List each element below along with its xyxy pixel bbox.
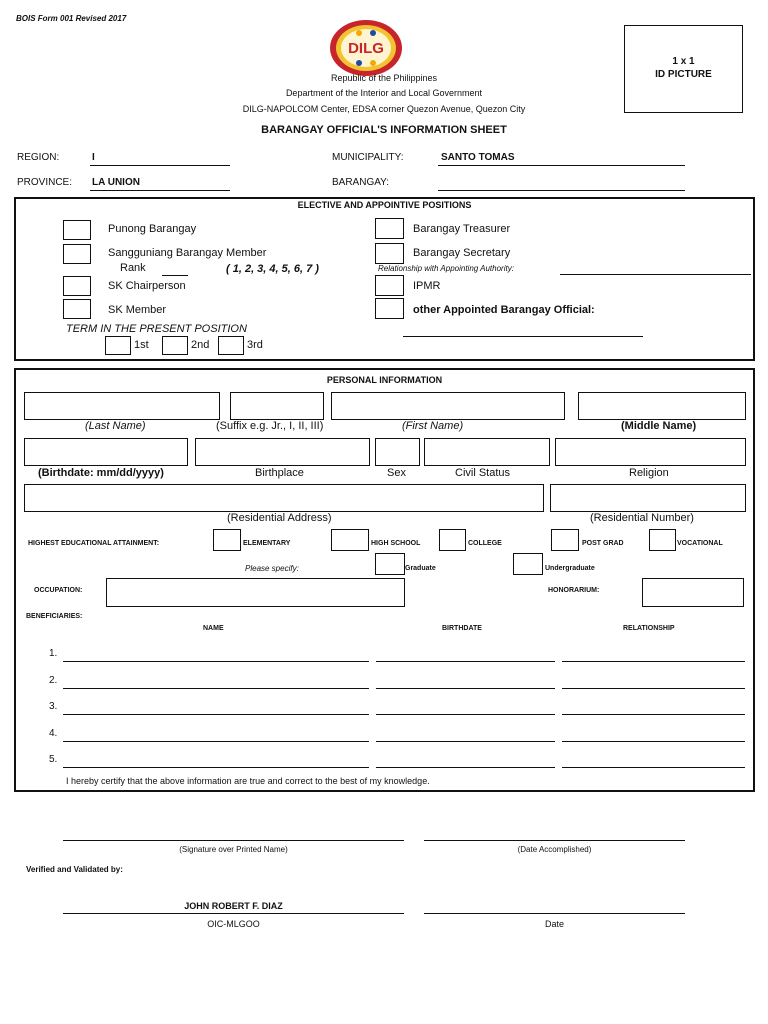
vocational-checkbox[interactable] [649,529,676,551]
beneficiary-birthdate-field[interactable] [376,714,555,715]
barangay-field[interactable] [438,190,685,191]
high-school-label: HIGH SCHOOL [371,540,421,547]
suffix-label: (Suffix e.g. Jr., I, II, III) [216,420,324,432]
punong-checkbox[interactable] [63,220,91,240]
relationship-label: Relationship with Appointing Authority: [378,264,514,273]
residential-address-input[interactable] [24,484,544,512]
beneficiary-row-number: 1. [49,648,58,659]
last-name-input[interactable] [24,392,220,420]
term-1st-checkbox[interactable] [105,336,131,355]
other-official-field[interactable] [403,336,643,337]
header-republic: Republic of the Philippines [330,73,438,83]
beneficiary-relationship-field[interactable] [562,741,745,742]
region-field[interactable] [90,165,230,166]
region-value: I [92,152,95,163]
term-label: TERM IN THE PRESENT POSITION [66,323,247,335]
beneficiary-relationship-field[interactable] [562,714,745,715]
other-official-label: other Appointed Barangay Official: [413,304,595,316]
beneficiary-name-field[interactable] [63,767,369,768]
id-picture-label: ID PICTURE [655,69,712,80]
col-name-header: NAME [203,625,224,632]
beneficiary-relationship-field[interactable] [562,688,745,689]
elementary-label: ELEMENTARY [243,540,291,547]
treasurer-checkbox[interactable] [375,218,404,239]
secretary-checkbox[interactable] [375,243,404,264]
graduate-label: Graduate [405,565,436,572]
first-name-label: (First Name) [402,420,464,432]
sex-input[interactable] [375,438,420,466]
education-label: HIGHEST EDUCATIONAL ATTAINMENT: [28,540,160,547]
term-3rd-label: 3rd [247,339,263,351]
beneficiary-row-number: 5. [49,754,58,765]
honorarium-label: HONORARIUM: [548,587,600,594]
beneficiaries-label: BENEFICIARIES: [26,613,83,620]
college-label: COLLEGE [468,540,502,547]
region-label: REGION: [17,152,60,163]
graduate-checkbox[interactable] [375,553,405,575]
verified-label: Verified and Validated by: [26,865,123,874]
date-accomplished-line[interactable] [424,840,685,841]
beneficiary-row-number: 3. [49,701,58,712]
sex-label: Sex [387,467,406,479]
beneficiary-name-field[interactable] [63,661,369,662]
civil-status-input[interactable] [424,438,550,466]
certification-text: I hereby certify that the above information are true and correct to the best of my knowledge. [66,776,430,786]
beneficiary-birthdate-field[interactable] [376,688,555,689]
term-1st-label: 1st [134,339,149,351]
occupation-label: OCCUPATION: [34,587,83,594]
punong-label: Punong Barangay [108,223,197,235]
occupation-input[interactable] [106,578,405,607]
beneficiary-birthdate-field[interactable] [376,741,555,742]
please-specify-label: Please specify: [245,564,299,573]
beneficiary-relationship-field[interactable] [562,767,745,768]
verifier-name: JOHN ROBERT F. DIAZ [184,901,283,911]
svg-text:DILG: DILG [348,40,384,57]
birthplace-input[interactable] [195,438,370,466]
id-picture-size: 1 x 1 [672,56,695,67]
term-3rd-checkbox[interactable] [218,336,244,355]
college-checkbox[interactable] [439,529,466,551]
other-official-checkbox[interactable] [375,298,404,319]
post-grad-checkbox[interactable] [551,529,579,551]
beneficiaries-section [14,604,755,792]
religion-input[interactable] [555,438,746,466]
header-address: DILG-NAPOLCOM Center, EDSA corner Quezon Avenue, Quezon City [242,104,526,114]
honorarium-input[interactable] [642,578,744,607]
verify-date-label: Date [544,919,564,929]
header-department: Department of the Interior and Local Government [285,88,483,98]
positions-title: ELECTIVE AND APPOINTIVE POSITIONS [297,200,472,210]
beneficiary-row-number: 2. [49,675,58,686]
municipality-value: SANTO TOMAS [441,152,515,163]
ipmr-checkbox[interactable] [375,275,404,296]
sk-chair-label: SK Chairperson [108,280,186,292]
undergraduate-checkbox[interactable] [513,553,543,575]
middle-name-input[interactable] [578,392,746,420]
term-2nd-checkbox[interactable] [162,336,188,355]
col-relationship-header: RELATIONSHIP [623,625,675,632]
dilg-seal [329,19,403,77]
province-value: LA UNION [92,177,140,188]
beneficiary-name-field[interactable] [63,688,369,689]
beneficiary-row-number: 4. [49,728,58,739]
last-name-label: (Last Name) [85,420,146,432]
beneficiary-birthdate-field[interactable] [376,661,555,662]
residential-number-label: (Residential Number) [590,512,694,524]
term-2nd-label: 2nd [191,339,210,351]
birthdate-input[interactable] [24,438,188,466]
vocational-label: VOCATIONAL [677,540,723,547]
sk-member-checkbox[interactable] [63,299,91,319]
rank-range: ( 1, 2, 3, 4, 5, 6, 7 ) [226,263,319,275]
sk-chair-checkbox[interactable] [63,276,91,296]
date-accomplished-label: (Date Accomplished) [517,845,592,854]
beneficiary-relationship-field[interactable] [562,661,745,662]
birthplace-label: Birthplace [255,467,304,479]
sbm-checkbox[interactable] [63,244,91,264]
rank-label: Rank [120,262,146,274]
province-field[interactable] [90,190,230,191]
municipality-label: MUNICIPALITY: [332,152,404,163]
middle-name-label: (Middle Name) [621,420,697,432]
page-title: BARANGAY OFFICIAL'S INFORMATION SHEET [261,124,507,136]
col-birthdate-header: BIRTHDATE [442,625,482,632]
post-grad-label: POST GRAD [582,540,624,547]
elementary-checkbox[interactable] [213,529,241,551]
birthdate-label: (Birthdate: mm/dd/yyyy) [38,467,164,479]
province-label: PROVINCE: [17,177,73,188]
signature-line[interactable] [63,840,404,841]
beneficiary-name-field[interactable] [63,741,369,742]
signature-label: (Signature over Printed Name) [179,845,288,854]
verify-date-line[interactable] [424,913,685,914]
rank-field[interactable] [162,275,188,276]
beneficiary-name-field[interactable] [63,714,369,715]
suffix-input[interactable] [230,392,324,420]
form-code: BOIS Form 001 Revised 2017 [16,14,127,23]
residential-number-input[interactable] [550,484,746,512]
religion-label: Religion [629,467,669,479]
sk-member-label: SK Member [108,304,167,316]
relationship-field[interactable] [560,274,751,275]
municipality-field[interactable] [438,165,685,166]
sbm-label: Sangguniang Barangay Member [108,247,267,259]
verifier-title: OIC-MLGOO [207,919,260,929]
treasurer-label: Barangay Treasurer [413,223,511,235]
secretary-label: Barangay Secretary [413,247,511,259]
first-name-input[interactable] [331,392,565,420]
undergraduate-label: Undergraduate [545,565,595,572]
beneficiary-birthdate-field[interactable] [376,767,555,768]
barangay-label: BARANGAY: [332,177,390,188]
residential-address-label: (Residential Address) [227,512,332,524]
civil-status-label: Civil Status [455,467,511,479]
verifier-line [63,913,404,914]
ipmr-label: IPMR [413,280,441,292]
personal-title: PERSONAL INFORMATION [326,375,443,385]
high-school-checkbox[interactable] [331,529,369,551]
